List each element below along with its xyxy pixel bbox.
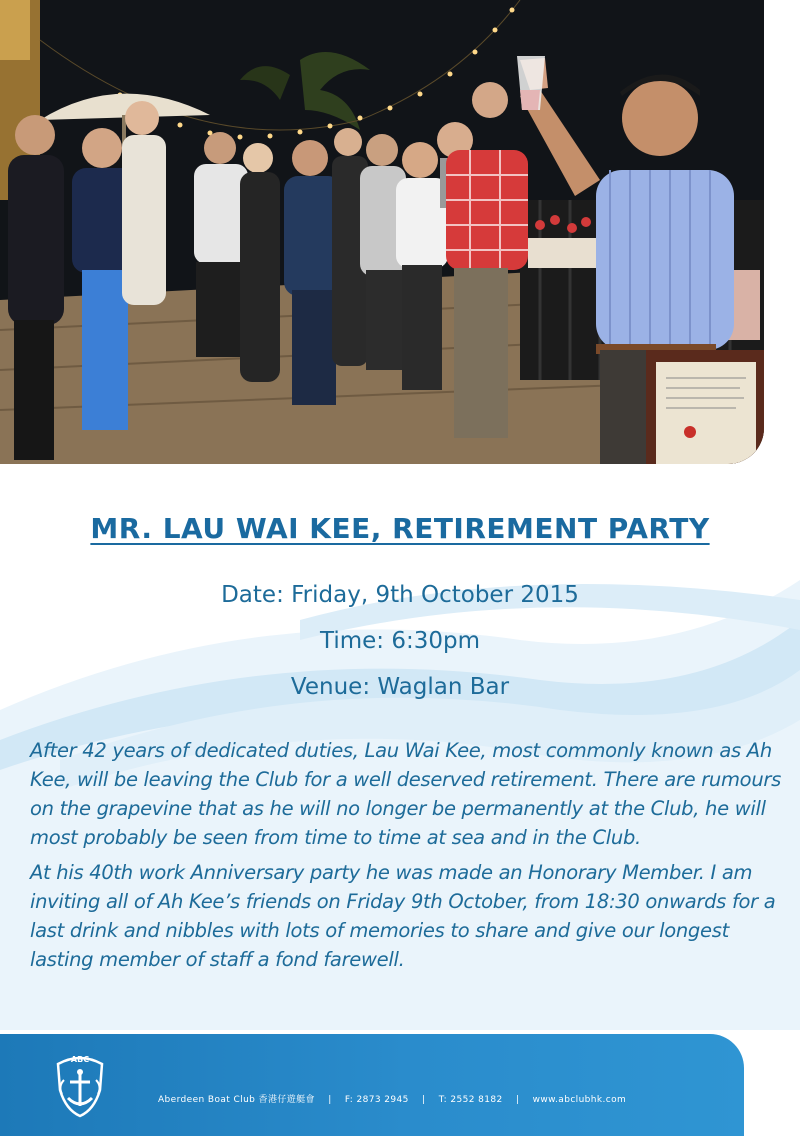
description-paragraph-1: After 42 years of dedicated duties, Lau Wai Kee, most commonly known as Ah Kee, will be leaving the Club for a well deserved retirement. There are rumours on the grapevine that as he will no longer be permanently at the Club, he will most probably be seen from time to time at sea and in the Club. [30, 739, 781, 849]
event-time: Time: 6:30pm [319, 628, 480, 654]
footer-bar [0, 1034, 744, 1136]
footer-tel: T: 2552 8182 [438, 1095, 503, 1105]
event-date: Date: Friday, 9th October 2015 [221, 582, 579, 608]
description-paragraph-2: At his 40th work Anniversary party he was made an Honorary Member. I am inviting all of Ah Kee’s friends on Friday 9th October, from 18:30 onwards for a last drink and nibbles with lots of memories to share and give our longest lasting member of staff a fond farewell. [30, 861, 776, 971]
footer-club-name: Aberdeen Boat Club 香港仔遊艇會 [158, 1095, 315, 1105]
club-logo-icon [54, 1050, 106, 1120]
event-description [30, 736, 790, 980]
party-photo-illustration [0, 0, 764, 464]
footer-website-link[interactable]: www.abclubhk.com [532, 1095, 627, 1105]
event-details [0, 578, 800, 716]
party-photo [0, 0, 764, 464]
logo-text: ABC [70, 1055, 90, 1064]
event-title: MR. LAU WAI KEE, RETIREMENT PARTY [90, 512, 710, 545]
footer-separator: | [328, 1095, 332, 1105]
footer-separator: | [422, 1095, 426, 1105]
footer-separator: | [515, 1095, 520, 1105]
footer-fax: F: 2873 2945 [344, 1095, 409, 1105]
footer-contact-info [158, 1092, 738, 1105]
event-venue: Venue: Waglan Bar [290, 674, 510, 700]
